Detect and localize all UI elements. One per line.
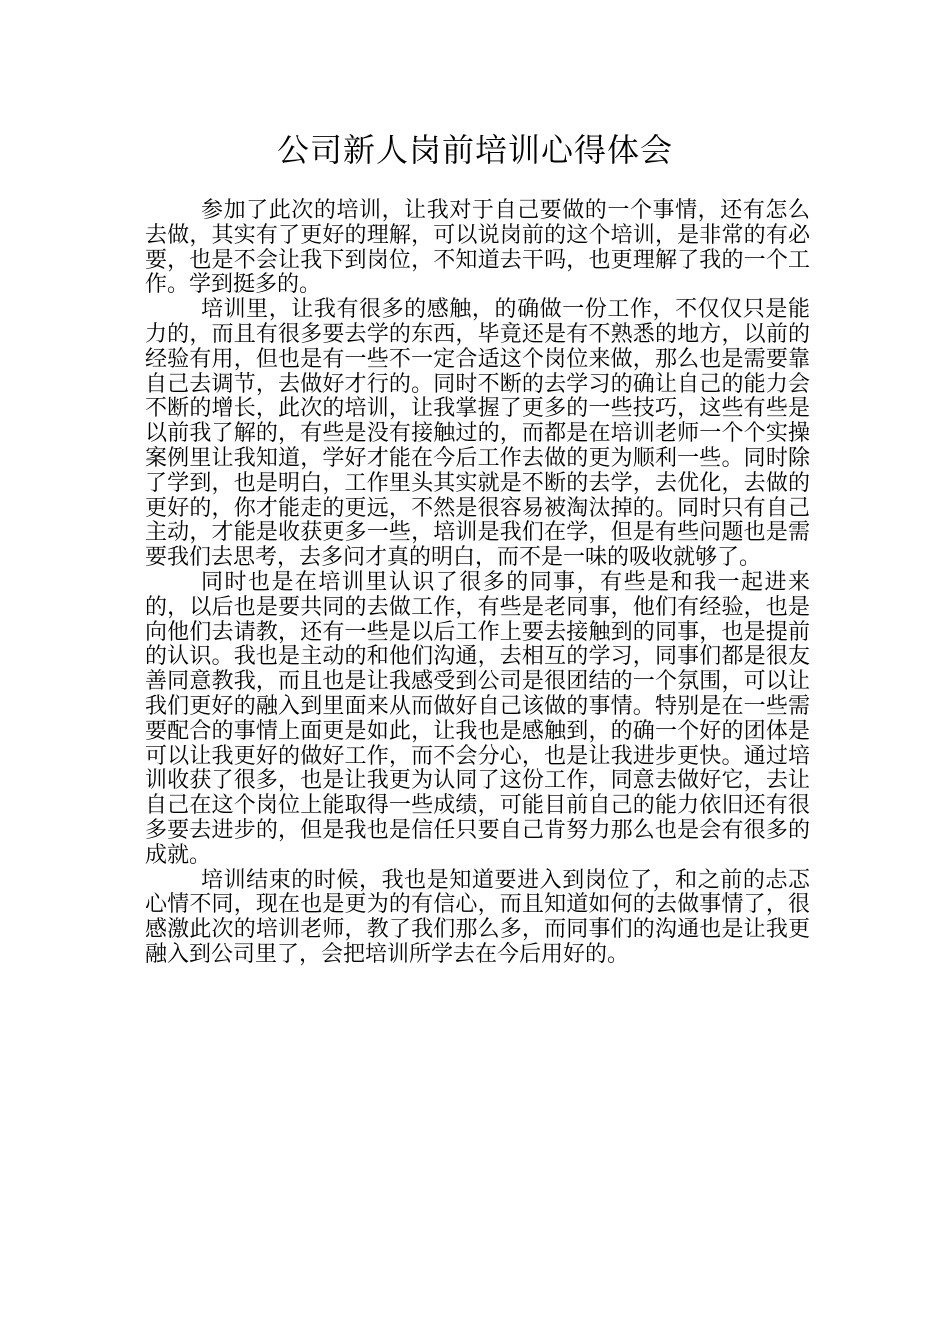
paragraph-4: 培训结束的时候，我也是知道要进入到岗位了，和之前的忐忑心情不同，现在也是更为的有信心，而且知道如何的去做事情了，很感激此次的培训老师，教了我们那么多，而同事们的沟通也是让我更融入到公司里了，会把培训所学去在今后用好的。 — [145, 867, 810, 967]
document-body — [145, 199, 810, 968]
paragraph-2: 培训里，让我有很多的感触，的确做一份工作，不仅仅只是能力的，而且有很多要去学的东西，毕竟还是有不熟悉的地方，以前的经验有用，但也是有一些不一定合适这个岗位来做，那么也是需要靠自己去调节，去做好才行的。同时不断的去学习的确让自己的能力会不断的增长，此次的培训，让我掌握了更多的一些技巧，这些有些是以前我了解的，有些是没有接触过的，而都是在培训老师一个个实操案例里让我知道，学好才能在今后工作去做的更为顺利一些。同时除了学到，也是明白，工作里头其实就是不断的去学，去优化，去做的更好的，你才能走的更远，不然是很容易被淘汰掉的。同时只有自己主动，才能是收获更多一些，培训是我们在学，但是有些问题也是需要我们去思考，去多问才真的明白，而不是一味的吸收就够了。 — [145, 297, 810, 571]
document-title: 公司新人岗前培训心得体会 — [276, 131, 673, 169]
paragraph-1: 参加了此次的培训，让我对于自己要做的一个事情，还有怎么去做，其实有了更好的理解，可以说岗前的这个培训，是非常的有必要，也是不会让我下到岗位，不知道去干吗，也更理解了我的一个工作。学到挺多的。 — [145, 198, 810, 298]
paragraph-3: 同时也是在培训里认识了很多的同事，有些是和我一起进来的，以后也是要共同的去做工作，有些是老同事，他们有经验，也是向他们去请教，还有一些是以后工作上要去接触到的同事，也是提前的认识。我也是主动的和他们沟通，去相互的学习，同事们都是很友善同意教我，而且也是让我感受到公司是很团结的一个氛围，可以让我们更好的融入到里面来从而做好自己该做的事情。特别是在一些需要配合的事情上面更是如此，让我也是感触到，的确一个好的团体是可以让我更好的做好工作，而不会分心，也是让我进步更快。通过培训收获了很多，也是让我更为认同了这份工作，同意去做好它，去让自己在这个岗位上能取得一些成绩，可能目前自己的能力依旧还有很多要去进步的，但是我也是信任只要自己肯努力那么也是会有很多的成就。 — [145, 569, 810, 868]
